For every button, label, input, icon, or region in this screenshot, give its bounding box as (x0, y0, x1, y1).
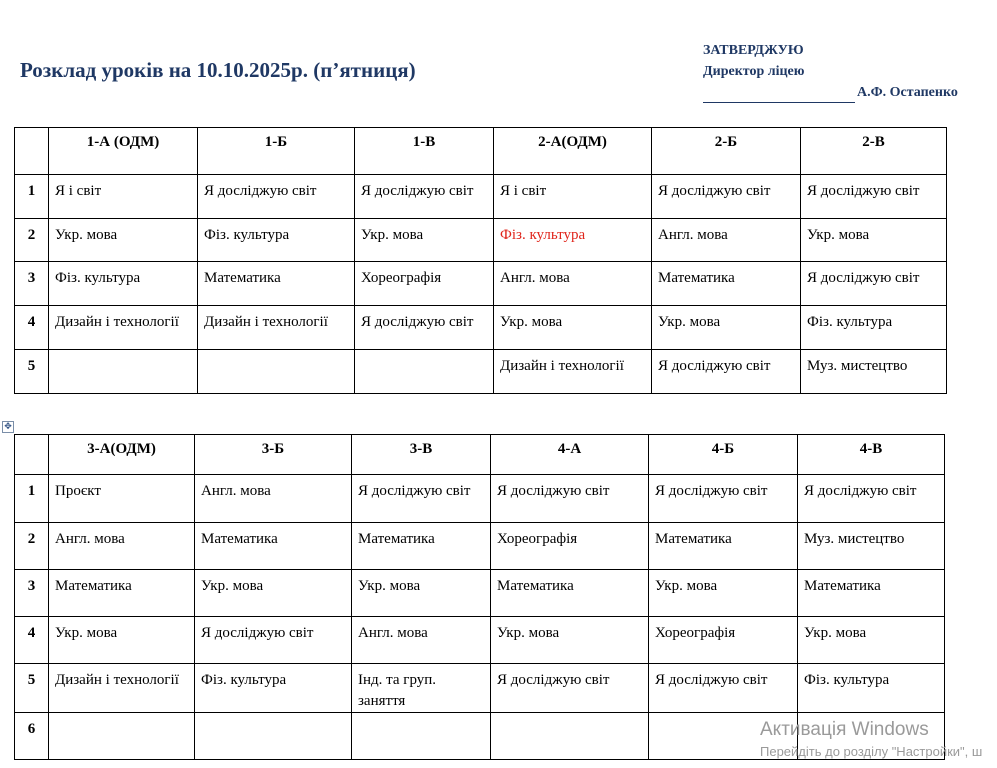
lesson-cell: Я досліджую світ (491, 664, 649, 713)
class-header: 3-В (352, 435, 491, 475)
lesson-cell: Я досліджую світ (198, 175, 355, 219)
lesson-cell (198, 350, 355, 394)
lesson-cell: Я досліджую світ (355, 175, 494, 219)
lesson-number: 6 (15, 713, 49, 760)
table-row (15, 475, 945, 523)
lesson-cell: Укр. мова (652, 306, 801, 350)
lesson-number: 2 (15, 219, 49, 262)
director-line: Директор ліцею (703, 64, 805, 79)
table-row (15, 570, 945, 617)
signature-line (703, 82, 958, 103)
lesson-cell: Я досліджую світ (355, 306, 494, 350)
lesson-cell: Укр. мова (798, 617, 945, 664)
page-title: Розклад уроків на 10.10.2025р. (п’ятниця) (20, 58, 416, 82)
lesson-cell: Математика (352, 523, 491, 570)
lesson-cell: Укр. мова (49, 219, 198, 262)
lesson-cell: Я досліджую світ (801, 262, 947, 306)
lesson-cell: Хореографія (355, 262, 494, 306)
table-row (15, 617, 945, 664)
lesson-cell: Укр. мова (494, 306, 652, 350)
lesson-number: 3 (15, 570, 49, 617)
class-header: 2-В (801, 128, 947, 175)
lesson-cell: Математика (798, 570, 945, 617)
lesson-cell: Муз. мистецтво (798, 523, 945, 570)
lesson-cell: Дизайн і технології (49, 306, 198, 350)
lesson-number: 1 (15, 475, 49, 523)
windows-activation-watermark (760, 719, 982, 759)
table-row (15, 219, 947, 262)
lesson-cell: Фіз. культура (798, 664, 945, 713)
lesson-cell: Укр. мова (801, 219, 947, 262)
lesson-cell: Математика (49, 570, 195, 617)
lesson-cell: Англ. мова (652, 219, 801, 262)
lesson-cell: Англ. мова (49, 523, 195, 570)
lesson-cell: Дизайн і технології (49, 664, 195, 713)
lesson-number: 2 (15, 523, 49, 570)
table-row (15, 523, 945, 570)
approval-block (703, 40, 958, 103)
lesson-cell: Укр. мова (649, 570, 798, 617)
lesson-number: 5 (15, 350, 49, 394)
lesson-cell: Укр. мова (195, 570, 352, 617)
director-name: А.Ф. Остапенко (857, 85, 958, 100)
lesson-cell: Фіз. культура (195, 664, 352, 713)
lesson-cell: Я досліджую світ (352, 475, 491, 523)
lesson-cell: Я досліджую світ (649, 664, 798, 713)
lesson-cell (195, 713, 352, 760)
class-header: 4-Б (649, 435, 798, 475)
table-row (15, 306, 947, 350)
lesson-cell: Укр. мова (352, 570, 491, 617)
corner-cell (15, 435, 49, 475)
table-row (15, 350, 947, 394)
lesson-cell: Математика (195, 523, 352, 570)
lesson-cell: Я досліджую світ (652, 350, 801, 394)
class-header: 4-А (491, 435, 649, 475)
lesson-cell: Фіз. культура (198, 219, 355, 262)
signature-blank (703, 88, 855, 103)
lesson-cell: Укр. мова (49, 617, 195, 664)
class-header: 3-Б (195, 435, 352, 475)
lesson-cell (355, 350, 494, 394)
table-row (15, 175, 947, 219)
lesson-cell: Я і світ (494, 175, 652, 219)
lesson-number: 1 (15, 175, 49, 219)
lesson-cell: Укр. мова (355, 219, 494, 262)
lesson-cell (49, 713, 195, 760)
lesson-cell (49, 350, 198, 394)
class-header: 3-А(ОДМ) (49, 435, 195, 475)
lesson-cell: Англ. мова (494, 262, 652, 306)
watermark-subtitle: Перейдіть до розділу "Настройки", ш (760, 744, 983, 759)
lesson-cell: Англ. мова (195, 475, 352, 523)
corner-cell (15, 128, 49, 175)
table-header-row (15, 435, 945, 475)
lesson-cell: Дизайн і технології (198, 306, 355, 350)
table-row (15, 664, 945, 713)
table-row (15, 262, 947, 306)
lesson-cell-highlighted: Фіз. культура (494, 219, 652, 262)
table-header-row (15, 128, 947, 175)
lesson-cell: Я досліджую світ (798, 475, 945, 523)
approval-line: ЗАТВЕРДЖУЮ (703, 43, 804, 58)
lesson-cell: Я досліджую світ (491, 475, 649, 523)
lesson-cell: Математика (652, 262, 801, 306)
lesson-cell: Математика (491, 570, 649, 617)
lesson-number: 5 (15, 664, 49, 713)
lesson-cell (352, 713, 491, 760)
lesson-cell: Англ. мова (352, 617, 491, 664)
class-header: 2-Б (652, 128, 801, 175)
schedule-table-grades-1-2 (14, 127, 947, 394)
lesson-cell: Я досліджую світ (649, 475, 798, 523)
class-header: 1-А (ОДМ) (49, 128, 198, 175)
lesson-number: 4 (15, 306, 49, 350)
watermark-title: Активація Windows (760, 719, 929, 740)
move-arrows-icon[interactable]: ✥ (2, 421, 14, 433)
lesson-cell: Математика (198, 262, 355, 306)
lesson-cell: Я досліджую світ (801, 175, 947, 219)
lesson-cell: Фіз. культура (801, 306, 947, 350)
lesson-cell: Хореографія (491, 523, 649, 570)
lesson-cell: Дизайн і технології (494, 350, 652, 394)
class-header: 2-А(ОДМ) (494, 128, 652, 175)
lesson-cell: Інд. та груп. заняття (352, 664, 491, 713)
class-header: 1-Б (198, 128, 355, 175)
lesson-number: 4 (15, 617, 49, 664)
lesson-cell: Фіз. культура (49, 262, 198, 306)
lesson-number: 3 (15, 262, 49, 306)
lesson-cell: Я досліджую світ (652, 175, 801, 219)
class-header: 4-В (798, 435, 945, 475)
lesson-cell: Укр. мова (491, 617, 649, 664)
lesson-cell (491, 713, 649, 760)
lesson-cell: Я досліджую світ (195, 617, 352, 664)
lesson-cell: Муз. мистецтво (801, 350, 947, 394)
lesson-cell: Хореографія (649, 617, 798, 664)
lesson-cell: Проєкт (49, 475, 195, 523)
lesson-cell: Математика (649, 523, 798, 570)
class-header: 1-В (355, 128, 494, 175)
schedule-table-grades-3-4 (14, 434, 945, 760)
lesson-cell: Я і світ (49, 175, 198, 219)
